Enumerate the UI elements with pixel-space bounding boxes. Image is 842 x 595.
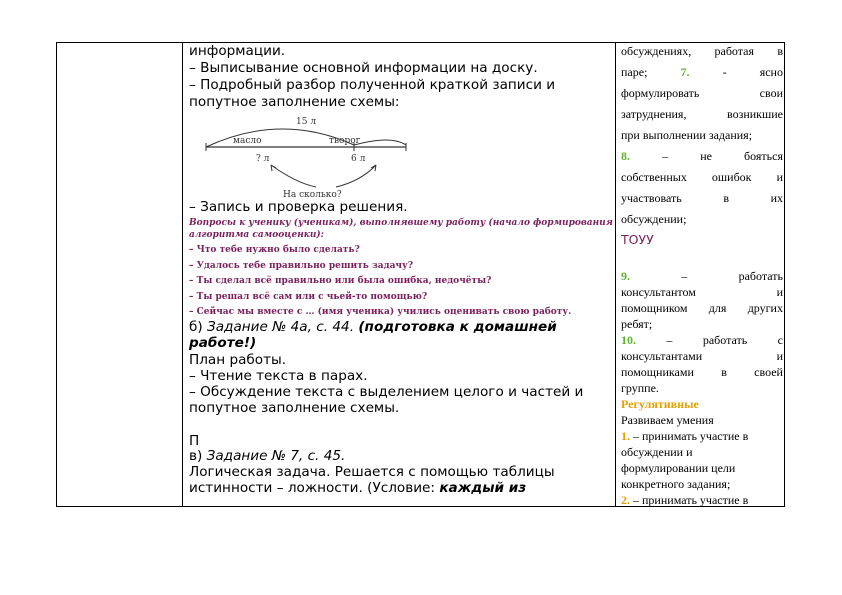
skill-line: конкретного задания; [621,477,731,491]
total-arc-right [354,140,406,145]
activity-column [186,43,613,506]
plan-item: – Обсуждение текста с выделением целого и частей и [189,384,584,400]
skill-line: Развиваем умения [621,413,714,427]
task-b-note-cont: работе!) [189,335,257,351]
question-item: – Сейчас мы вместе с … (имя ученика) учились оценивать свою работу. [189,307,572,317]
question-label: На сколько? [283,190,342,197]
text-line: попутное заполнение схемы: [189,94,400,110]
questions-heading: Вопросы к ученику (ученикам), выполнявшему работу (начало формирования [189,218,613,228]
text-line: информации. [189,43,286,59]
question-item: – Что тебе нужно было сделать? [189,245,360,255]
skill-line: 10. – работать с [621,333,783,347]
category-heading: ТОУУ [621,232,654,247]
left-part-label: масло [233,136,262,146]
skill-line: обсуждении; [621,212,687,226]
plan-title: План работы. [189,352,287,368]
text-line: – Выписывание основной информации на доску. [189,60,538,76]
skills-column [621,43,786,506]
left-part-value: ? л [256,154,270,164]
column-divider-2 [615,43,616,506]
skill-line: формулировании цели [621,461,736,475]
task-v-title: Задание № 7, с. 45. [206,448,346,464]
plan-item: – Чтение текста в парах. [189,368,368,384]
lesson-table [56,42,785,507]
skill-line: консультантами и [621,349,783,363]
logic-line: Логическая задача. Решается с помощью таблицы [189,464,555,480]
skill-line: при выполнении задания; [621,128,753,142]
task-v-line: в) Задание № 7, с. 45. [189,448,346,464]
skill-line: собственных ошибок и [621,170,783,184]
category-heading: Регулятивные [621,397,699,411]
skill-line: 1. – принимать участие в [621,429,749,443]
skill-line: 2. – принимать участие в [621,493,749,506]
compare-arrow [271,165,376,187]
text-line: – Запись и проверка решения. [189,199,408,215]
task-b-line: б) Задание № 4а, с. 44. (подготовка к домашней [189,319,557,335]
skill-line: участвовать в их [621,191,783,205]
skill-line: 8. – не бояться [621,149,783,163]
task-b-note: (подготовка к домашней [358,319,557,335]
skill-line: помощниками в своей [621,365,783,379]
plan-item: попутное заполнение схемы. [189,400,400,416]
question-item: – Ты решал всё сам или с чьей-то помощью? [189,292,428,302]
skill-line: паре; 7. - ясно [621,65,783,79]
questions-heading: алгоритма самооценки): [189,230,324,240]
skill-line: 9. – работать [621,269,783,283]
skill-line: затруднения, возникшие [621,107,783,121]
question-item: – Удалось тебе правильно решить задачу? [189,261,414,271]
total-label: 15 л [296,117,317,127]
skill-line: формулировать свои [621,86,783,100]
skill-line: консультантом и [621,285,783,299]
logic-line: истинности – ложности. (Условие: каждый из [189,480,527,496]
question-item: – Ты сделал всё правильно или была ошибка, недочёты? [189,276,492,286]
letter-p: П [189,433,200,449]
task-b-title: Задание № 4а, с. 44. [207,319,355,335]
right-part-label: творог [329,136,361,146]
skill-line: обсуждениях, работая в [621,44,783,58]
column-divider-1 [182,43,183,506]
skill-line: помощником для других [621,301,783,315]
skill-line: группе. [621,381,659,395]
task-scheme [201,117,431,197]
skill-line: обсуждении и [621,445,693,459]
text-line: – Подробный разбор полученной краткой записи и [189,77,556,93]
skill-line: ребят; [621,317,653,331]
right-part-value: 6 л [351,154,366,164]
